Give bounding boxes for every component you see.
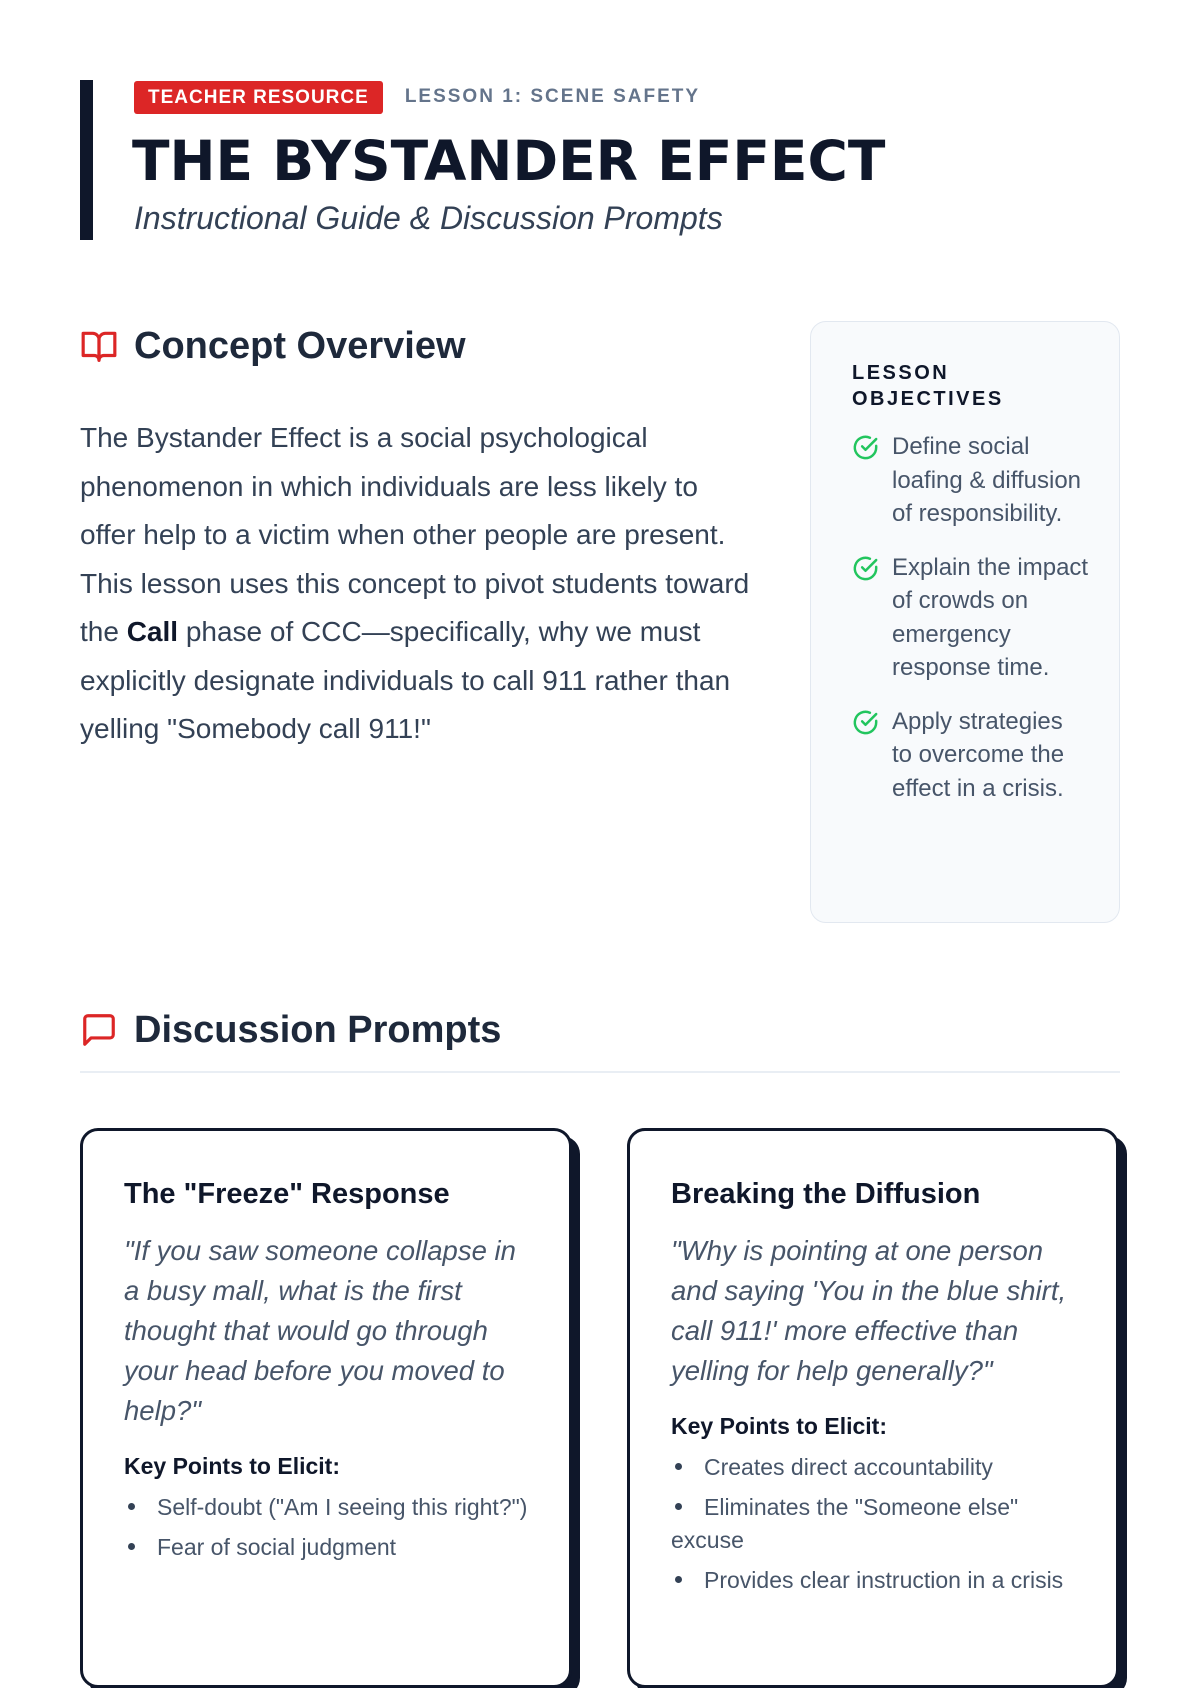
bullet-icon bbox=[128, 1543, 135, 1550]
objective-text: Apply strategies to overcome the effect in a crisis. bbox=[892, 707, 1065, 802]
key-point-text: Creates direct accountability bbox=[704, 1454, 993, 1480]
check-circle-icon bbox=[852, 555, 879, 582]
page-title: THE BYSTANDER EFFECT bbox=[132, 129, 886, 193]
teacher-resource-badge: TEACHER RESOURCE bbox=[134, 81, 383, 114]
message-square-icon bbox=[80, 1011, 118, 1049]
lesson-label: LESSON 1: SCENE SAFETY bbox=[404, 86, 701, 107]
key-points-label: Key Points to Elicit: bbox=[124, 1453, 340, 1479]
prompt-card-title: Breaking the Diffusion bbox=[671, 1178, 981, 1210]
header-meta bbox=[134, 80, 700, 114]
key-point-text: Self-doubt ("Am I seeing this right?") bbox=[157, 1494, 528, 1520]
key-point-item bbox=[124, 1491, 529, 1524]
bullet-icon bbox=[675, 1503, 682, 1510]
key-points-list bbox=[124, 1491, 529, 1564]
key-point-item bbox=[124, 1531, 529, 1564]
check-circle-icon bbox=[852, 709, 879, 736]
key-point-text: Provides clear instruction in a crisis bbox=[704, 1567, 1064, 1593]
key-point-item bbox=[671, 1491, 1076, 1557]
prompt-card-freeze-response bbox=[80, 1128, 572, 1688]
prompt-card-title: The "Freeze" Response bbox=[124, 1178, 450, 1210]
lesson-objectives-card bbox=[810, 321, 1120, 923]
objectives-list bbox=[852, 430, 1089, 805]
page-subtitle: Instructional Guide & Discussion Prompts bbox=[134, 200, 723, 236]
bullet-icon bbox=[675, 1463, 682, 1470]
check-circle-icon bbox=[852, 434, 879, 461]
header-accent-bar bbox=[80, 80, 93, 240]
page-header bbox=[80, 80, 1120, 240]
lesson-objectives-title: LESSON OBJECTIVES bbox=[852, 362, 1004, 410]
prompt-card-quote: "Why is pointing at one person and saying 'You in the blue shirt, call 911!' more effective than yelling for help generally?" bbox=[671, 1235, 1067, 1386]
objective-item bbox=[852, 551, 1089, 685]
book-open-icon bbox=[80, 327, 118, 365]
key-point-item bbox=[671, 1564, 1076, 1597]
objective-text: Define social loafing & diffusion of responsibility. bbox=[892, 433, 1082, 527]
concept-overview-title: Concept Overview bbox=[134, 325, 466, 367]
discussion-prompts-heading bbox=[80, 1005, 501, 1055]
concept-overview-heading bbox=[80, 321, 466, 371]
bullet-icon bbox=[128, 1503, 135, 1510]
key-points-label: Key Points to Elicit: bbox=[671, 1413, 887, 1439]
key-point-text: Fear of social judgment bbox=[157, 1534, 397, 1560]
key-point-item bbox=[671, 1451, 1076, 1484]
concept-text-after: phase of CCC—specifically, why we must explicitly designate individuals to call 911 rather than yelling "Somebody call 911!" bbox=[80, 616, 731, 744]
section-divider bbox=[80, 1071, 1120, 1073]
concept-text-before: The Bystander Effect is a social psychological phenomenon in which individuals are less likely to offer help to a victim when other people are present. This lesson uses this concept to pivot students toward the bbox=[80, 422, 750, 647]
key-points-list bbox=[671, 1451, 1076, 1597]
objective-item bbox=[852, 430, 1089, 531]
concept-text-bold: Call bbox=[126, 616, 179, 647]
bullet-icon bbox=[675, 1576, 682, 1583]
concept-overview-text bbox=[80, 414, 760, 754]
prompt-card-breaking-diffusion bbox=[627, 1128, 1119, 1688]
objective-text: Explain the impact of crowds on emergency response time. bbox=[892, 553, 1089, 681]
key-point-text: Eliminates the "Someone else" excuse bbox=[671, 1494, 1019, 1553]
objective-item bbox=[852, 705, 1089, 806]
prompt-card-quote: "If you saw someone collapse in a busy mall, what is the first thought that would go through your head before you moved to help?" bbox=[124, 1235, 516, 1426]
discussion-prompts-title: Discussion Prompts bbox=[134, 1009, 502, 1051]
